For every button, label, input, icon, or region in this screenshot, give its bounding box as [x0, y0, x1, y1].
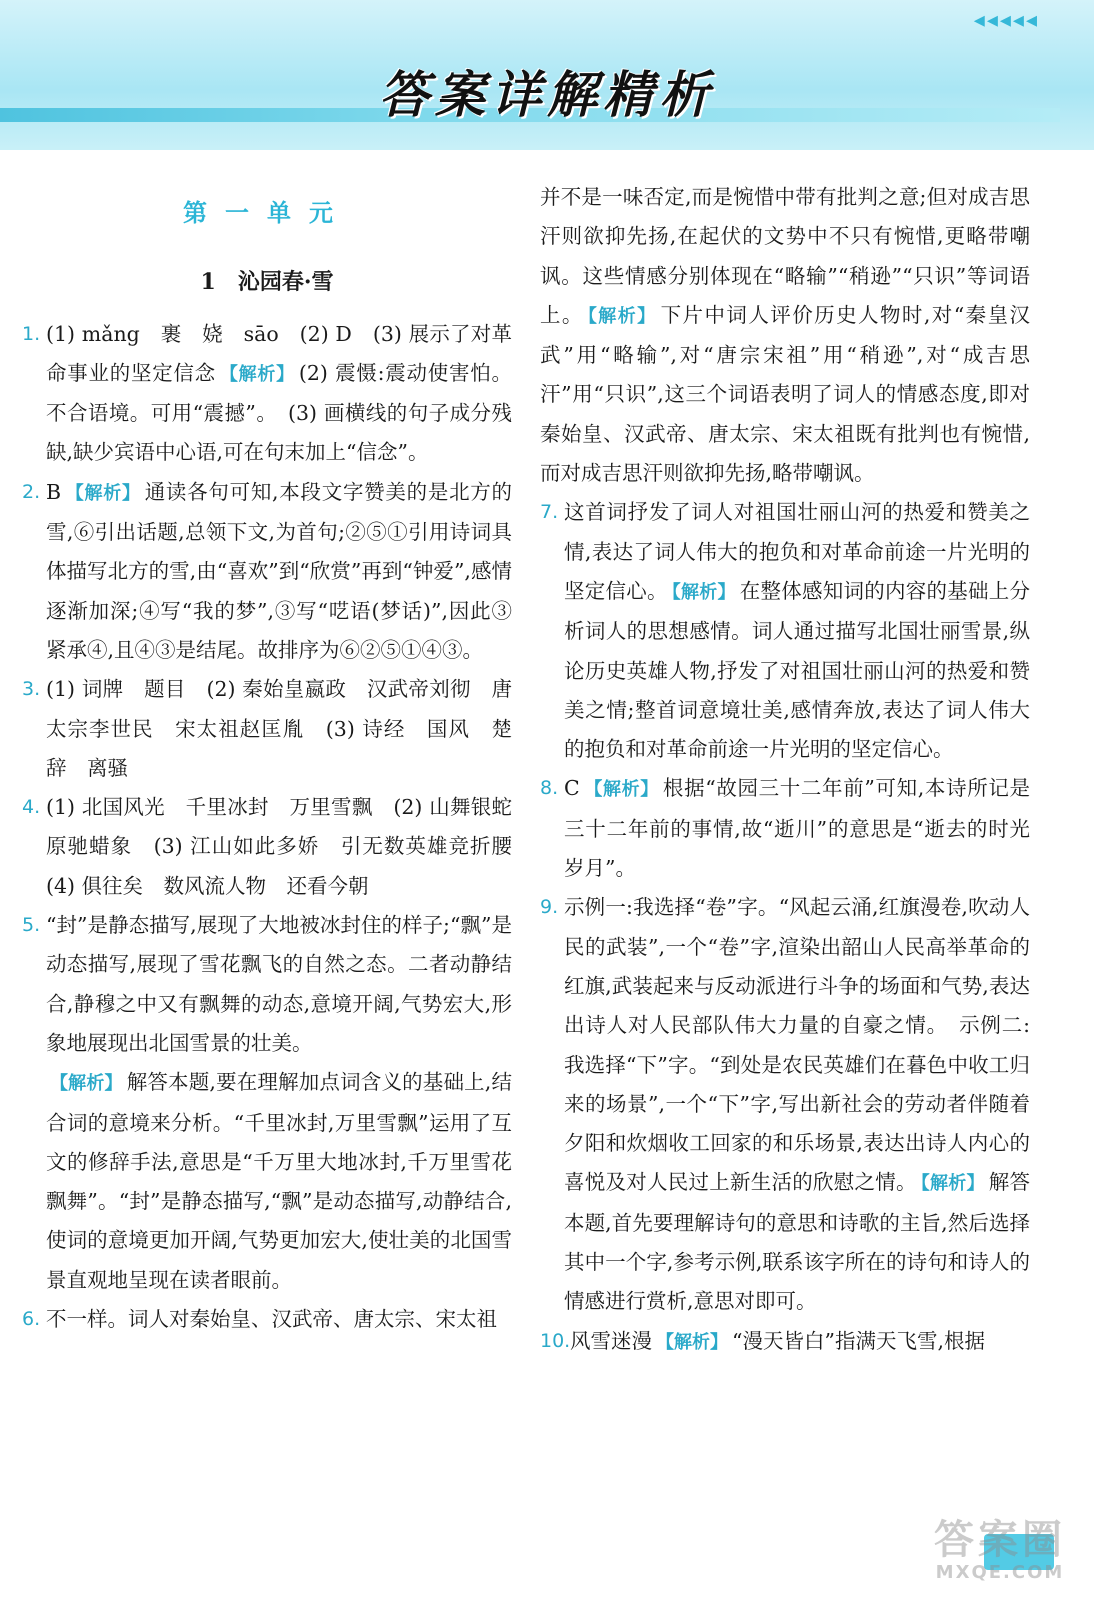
answer-item-7 [540, 493, 1030, 769]
analysis-text: 下片中词人评价历史人物时,对“秦皇汉武”用“略输”,对“唐宗宋祖”用“稍逊”,对“成吉思汗”用“只识”,这三个词语表明了词人的情感态度,即对秦始皇、汉武帝、唐太宗、宋太祖既有批判也有惋惜,而对成吉思汗则欲抑先扬,略带嘲讽。 [540, 302, 1031, 486]
answer-item-6 [22, 1300, 512, 1339]
answer-text: C [564, 776, 580, 801]
watermark [934, 1517, 1066, 1583]
lesson-title: 1 沁园春·雪 [200, 269, 334, 296]
analysis-tag: 【解析】 [65, 482, 141, 504]
answer-item-6-continued [540, 178, 1030, 493]
answer-text: (1) mǎng 裹 娆 sāo (2) D (3) 展示了对革命事业的坚定信念 [46, 321, 512, 385]
unit-title: 第一单元 [183, 199, 351, 227]
item-number: 8. [540, 777, 559, 800]
item-number: 10. [540, 1329, 571, 1352]
analysis-text: “漫天皆白”指满天飞雪,根据 [732, 1328, 985, 1353]
analysis-tag: 【解析】 [587, 305, 657, 327]
analysis-text: 解答本题,首先要理解诗句的意思和诗歌的主旨,然后选择其中一个字,参考示例,联系该字所在的诗句和诗人的情感进行赏析,意思对即可。 [564, 1170, 1030, 1314]
answer-item-9 [540, 888, 1030, 1321]
answer-item-3 [22, 670, 512, 788]
answer-text: 示例一:我选择“卷”字。“风起云涌,红旗漫卷,吹动人民的武装”,一个“卷”字,渲染出韶山人民高举革命的红旗,武装起来与反动派进行斗争的场面和气势,表达出诗人对人民部队伟大力量的自豪之情。 示例二:我选择“下”字。“到处是农民英雄们在暮色中收工归来的场景”,一个“下”字,写出新社会的劳动者伴随着夕阳和炊烟收工回家的和乐场景,表达出诗人内心的喜悦及对人民过上新生活的欣慰之情。 [564, 895, 1030, 1195]
analysis-text: 根据“故园三十二年前”可知,本诗所记是三十二年前的事情,故“逝川”的意思是“逝去的时光岁月”。 [564, 776, 1031, 881]
answer-text: “封”是静态描写,展现了大地被冰封住的样子;“飘”是动态描写,展现了雪花飘飞的自然之态。二者动静结合,静穆之中又有飘舞的动态,意境开阔,气势宏大,形象地展现出北国雪景的壮美。 [46, 913, 512, 1055]
answer-text: 不一样。词人对秦始皇、汉武帝、唐太宗、宋太祖 [46, 1307, 497, 1332]
item-number: 1. [22, 322, 41, 345]
item-number: 5. [22, 914, 41, 937]
answer-item-4 [22, 788, 533, 906]
item-number: 9. [540, 896, 559, 919]
analysis-text: (2) 震慑:震动使害怕。不合语境。可用“震撼”。 (3) 画横线的句子成分残缺,缺少宾语中心语,可在句末加上“信念”。 [46, 360, 513, 465]
watermark-url: MXQE.COM [935, 1562, 1065, 1583]
answer-text: (1) 词牌 题目 (2) 秦始皇嬴政 汉武帝刘彻 唐太宗李世民 宋太祖赵匡胤 (3) 诗经 国风 楚辞 离骚 [46, 677, 512, 780]
watermark-logo-text: 答案圈 [934, 1517, 1066, 1563]
answer-item-8 [540, 769, 1030, 888]
arrow-decoration-icon: ◂◂◂◂◂ [973, 8, 1039, 33]
answer-item-5 [22, 906, 512, 1300]
answer-text: 风雪迷漫 [570, 1328, 652, 1353]
right-column [540, 178, 1030, 1362]
analysis-tag: 【解析】 [656, 1331, 728, 1353]
answer-text: 并不是一味否定,而是惋惜中带有批判之意;但对成吉思汗则欲抑先扬,在起伏的文势中不只有惋惜,更略带嘲讽。这些情感分别体现在“略输”“稍逊”“只识”等词语上。 [540, 185, 1030, 327]
item-number: 2. [22, 480, 41, 503]
analysis-text: 在整体感知词的内容的基础上分析词人的思想感情。词人通过描写北国壮丽雪景,纵论历史英雄人物,抒发了对祖国壮丽山河的热爱和赞美之情;整首词意境壮美,感情奔放,表达了词人伟大的抱负和对革命前途一片光明的坚定信心。 [564, 578, 1030, 762]
analysis-text: 通读各句可知,本段文字赞美的是北方的雪,⑥引出话题,总领下文,为首句;②⑤①引用诗词具体描写北方的雪,由“喜欢”到“欣赏”再到“钟爱”,感情逐渐加深;④写“我的梦”,③写“呓语(梦话)”,因此③紧承④,且④③是结尾。故排序为⑥②⑤①④③。 [46, 479, 513, 662]
answer-text: (1) 北国风光 千里冰封 万里雪飘 (2) 山舞银蛇 原驰蜡象 (3) 江山如此多娇 引无数英雄竞折腰 (4) 俱往矣 数风流人物 还看今朝 [46, 795, 533, 898]
analysis-tag: 【解析】 [920, 1173, 985, 1195]
analysis-tag: 【解析】 [219, 363, 295, 385]
item-number: 6. [22, 1308, 41, 1331]
answer-item-10 [540, 1322, 1030, 1362]
analysis-tag: 【解析】 [671, 581, 736, 603]
item-number: 4. [22, 796, 41, 819]
analysis-tag: 【解析】 [50, 1073, 123, 1095]
analysis-text: 解答本题,要在理解加点词含义的基础上,结合词的意境来分析。“千里冰封,万里雪飘”运用了互文的修辞手法,意思是“千万里大地冰封,千万里雪花飘舞”。“封”是静态描写,“飘”是动态描写,动静结合,使词的意境更加开阔,气势更加宏大,使壮美的北国雪景直观地呈现在读者眼前。 [46, 1070, 512, 1292]
item-number: 7. [540, 501, 559, 524]
answer-item-2 [22, 473, 512, 670]
answer-text: 这首词抒发了词人对祖国壮丽山河的热爱和赞美之情,表达了词人伟大的抱负和对革命前途一片光明的坚定信心。 [564, 500, 1030, 603]
answer-item-1 [22, 315, 512, 473]
left-column [22, 180, 533, 1339]
analysis-tag: 【解析】 [583, 779, 659, 801]
item-number: 3. [22, 678, 41, 701]
page-title: 答案详解精析 [379, 66, 715, 124]
answer-text: B [46, 479, 62, 504]
